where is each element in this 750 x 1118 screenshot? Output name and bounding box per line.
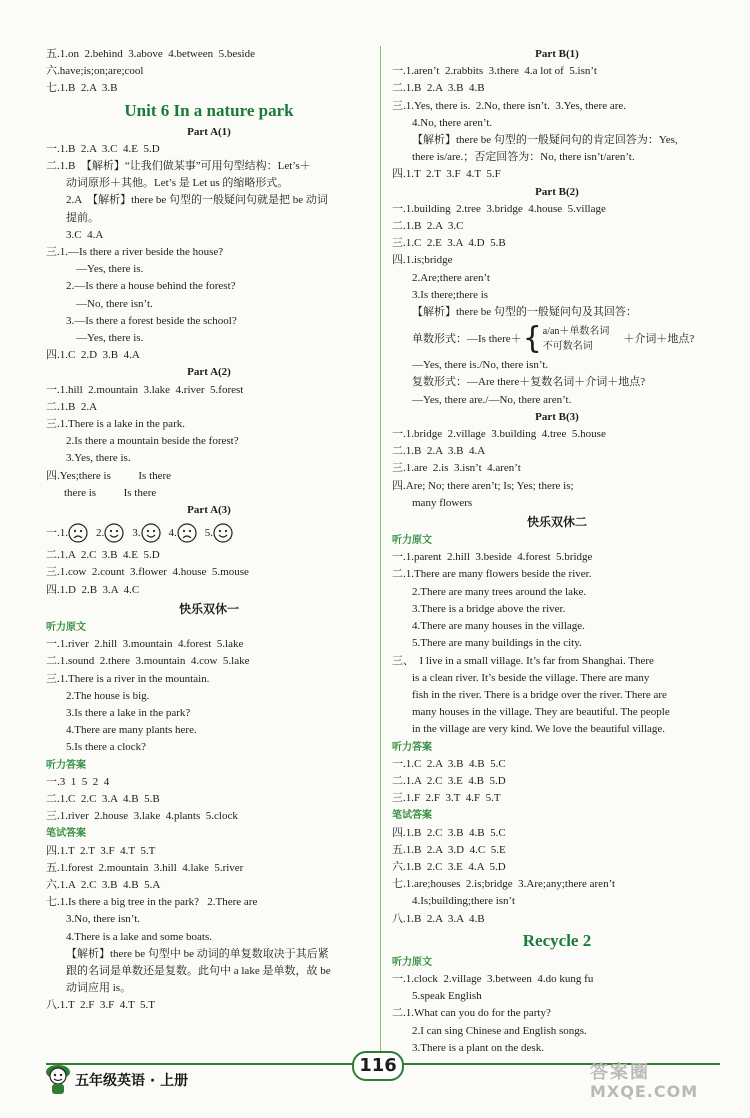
answer-line: there is/are.；否定回答为：No, there isn’t/aren’t. [412,151,635,164]
mascot-icon [44,1062,72,1096]
answer-line: 提前。 [66,211,99,224]
brace-options [543,324,610,354]
unit-title: Unit 6 In a nature park [124,100,294,120]
answer-line: —Yes, there are./—No, there aren’t. [412,393,572,406]
brace-formula [392,321,722,357]
answer-line: 三.1.—Is there a river beside the house? [46,246,224,259]
section-title: 快乐双休二 [526,515,587,530]
brace-option: 不可数名词 [542,341,593,353]
happy-face-icon [141,523,161,543]
answer-line: —Yes, there is. [76,332,144,345]
sad-face-icon [68,523,88,543]
answer-line: 一.1.clock 2.village 3.between 4.do kung fu [392,972,594,985]
faces-row [46,519,372,547]
answer-line: 七.1.Is there a big tree in the park? 2.There are [46,896,258,909]
answer-line: many flowers [412,496,473,509]
part-title: Part A(1) [187,125,231,138]
answer-line: 4.There is a lake and some boats. [66,930,213,943]
face-number: 1. [59,526,68,539]
answer-line: 3.Is there;there is [412,288,489,301]
watermark [590,1058,698,1101]
answer-line: 4.There are many plants here. [66,724,197,737]
formula-tail: ＋介词＋地点? [623,332,695,345]
answer-line: 二.1.sound 2.there 3.mountain 4.cow 5.lake [46,655,250,668]
left-column [46,46,372,1015]
answer-line: 5.There are many buildings in the city. [412,637,582,650]
answer-line: 四.1.is;bridge [392,254,453,267]
section-label: 听力答案 [392,741,432,753]
answer-line: 五.1.forest 2.mountain 3.hill 4.lake 5.river [46,861,244,874]
answer-line: —Yes, there is. [76,263,144,276]
face-number: 5. [204,526,213,539]
answer-line: —Yes, there is./No, there isn’t. [412,359,549,372]
answer-line: 【解析】there be 句型的一般疑问句及其回答： [412,306,637,319]
answer-line: 一.1.parent 2.hill 3.beside 4.forest 5.bridge [392,551,593,564]
answer-line: 二.1.B 2.A 3.B 4.A [392,445,486,458]
answer-line: 七.1.are;houses 2.is;bridge 3.Are;any;there aren’t [392,878,616,891]
answer-line: 【解析】there be 句型中 be 动词的单复数取决于其后紧 [66,947,329,960]
answer-line: 3.There is a plant on the desk. [412,1041,544,1054]
answer-line: 三.1.are 2.is 3.isn’t 4.aren’t [392,462,521,475]
part-title: Part A(2) [187,366,231,379]
answer-line: 六.1.A 2.C 3.B 4.B 5.A [46,878,161,891]
answer-line: 2.There are many trees around the lake. [412,585,587,598]
answer-line: 2.I can sing Chinese and English songs. [412,1024,587,1037]
answer-line: 四.Yes;there is Is there [46,469,172,482]
answer-line: 六.have;is;on;are;cool [46,65,144,78]
answer-line: 五.1.B 2.A 3.D 4.C 5.E [392,843,506,856]
answer-line: 一.1.river 2.hill 3.mountain 4.forest 5.lake [46,638,244,651]
happy-face-icon [213,523,233,543]
answer-line: 四.1.T 2.T 3.F 4.T 5.T [46,844,156,857]
answer-line: 3.No, there isn’t. [66,913,141,926]
part-title: Part A(3) [187,504,231,517]
answer-line: 七.1.B 2.A 3.B [46,82,118,95]
answer-line: 三.1.cow 2.count 3.flower 4.house 5.mouse [46,566,249,579]
answer-line: 一.1.C 2.A 3.B 4.B 5.C [392,757,506,770]
section-label: 笔试答案 [392,810,432,822]
section-label: 听力原文 [392,956,432,968]
passage-line: 三、 I live in a small village. It’s far from Shanghai. There [392,654,654,667]
faces-prefix: 一. [46,526,60,539]
answer-line: 4.Is;building;there isn’t [412,895,516,908]
face-number: 4. [168,526,177,539]
answer-line: 动词应用 is。 [66,982,132,995]
answer-line: 3.—Is there a forest beside the school? [66,314,237,327]
answer-line: 2.A 【解析】there be 句型的一般疑问句就是把 be 动词 [66,194,328,207]
answer-line: 三.1.C 2.E 3.A 4.D 5.B [392,237,506,250]
section-label: 笔试答案 [46,828,86,840]
answer-line: 四.Are; No; there aren’t; Is; Yes; there is; [392,479,574,492]
happy-face-icon [104,523,124,543]
answer-line: 2.The house is big. [66,689,150,702]
part-title: Part B(2) [535,185,579,198]
answer-line: 三.1.There is a lake in the park. [46,418,185,431]
right-column [392,46,722,1057]
answer-line: 三.1.river 2.house 3.lake 4.plants 5.clock [46,810,238,823]
answer-line: 三.1.There is a river in the mountain. [46,672,210,685]
answer-line: 【解析】there be 句型的一般疑问句的肯定回答为：Yes, [412,134,678,147]
answer-line: 五.1.on 2.behind 3.above 4.between 5.beside [46,48,255,60]
answer-line: 一.1.aren’t 2.rabbits 3.there 4.a lot of 5.isn’t [392,65,597,78]
answer-line: 六.1.B 2.C 3.E 4.A 5.D [392,860,506,873]
answer-line: 二.1.What can you do for the party? [392,1007,551,1020]
answer-line: 一.1.building 2.tree 3.bridge 4.house 5.village [392,202,606,215]
answer-line: 一.3 1 5 2 4 [46,775,110,788]
answer-line: 四.1.D 2.B 3.A 4.C [46,583,140,596]
answer-line: 一.1.bridge 2.village 3.building 4.tree 5.house [392,428,606,441]
answer-line: 3.There is a bridge above the river. [412,602,566,615]
page-number: 116 [352,1051,404,1081]
answer-line: 二.1.C 2.C 3.A 4.B 5.B [46,792,160,805]
answer-line: 3.Is there a lake in the park? [66,706,191,719]
answer-line: 二.1.A 2.C 3.B 4.E 5.D [46,549,160,562]
answer-line: 一.1.B 2.A 3.C 4.E 5.D [46,142,160,155]
section-label: 听力原文 [46,621,86,633]
answer-line: 二.1.There are many flowers beside the river. [392,568,592,581]
passage-line: many houses in the village. They are beautiful. The people [412,706,670,719]
section-label: 听力原文 [392,535,432,547]
recycle-title: Recycle 2 [522,930,592,950]
answer-line: 3.C 4.A [66,228,104,241]
answer-line: 二.1.A 2.C 3.E 4.B 5.D [392,774,506,787]
formula-label: 单数形式：—Is there＋ [412,332,522,345]
column-divider [380,46,381,1056]
brace-icon: { [522,321,542,357]
answer-line: 二.1.B 2.A 3.B 4.B [392,82,485,95]
answer-line: 4.No, there aren’t. [412,116,493,129]
answer-line: 2.Are;there aren’t [412,271,490,284]
answer-line: 2.—Is there a house behind the forest? [66,280,236,293]
face-number: 3. [132,526,141,539]
answer-line: 动词原形＋其他。Let’s 是 Let us 的缩略形式。 [66,177,289,190]
section-label: 听力答案 [46,759,86,771]
answer-line: 三.1.Yes, there is. 2.No, there isn’t. 3.Yes, there are. [392,99,627,112]
answer-line: 八.1.B 2.A 3.A 4.B [392,912,485,925]
passage-line: in the village are very kind. We love the beautiful village. [412,723,666,736]
answer-line: 四.1.B 2.C 3.B 4.B 5.C [392,826,506,839]
answer-line: 5.Is there a clock? [66,741,147,754]
answer-line: 一.1.hill 2.mountain 3.lake 4.river 5.forest [46,383,244,396]
answer-line: 3.Yes, there is. [66,452,131,465]
answer-line: 四.1.T 2.T 3.F 4.T 5.F [392,168,501,181]
answer-line: 二.1.B 2.A 3.C [392,220,464,233]
face-number: 2. [96,526,105,539]
answer-line: 2.Is there a mountain beside the forest? [66,435,239,448]
section-title: 快乐双休一 [178,601,239,616]
answer-line: 二.1.B 【解析】“让我们做某事”可用句型结构：Let’s＋ [46,160,311,173]
answer-line: —No, there isn’t. [76,297,153,310]
part-title: Part B(1) [535,48,579,60]
watermark-text: 答案圈 [590,1062,650,1083]
passage-line: fish in the river. There is a bridge over the river. There are [412,688,667,701]
answer-line: 4.There are many houses in the village. [412,620,585,633]
answer-line: 四.1.C 2.D 3.B 4.A [46,349,140,362]
answer-line: 复数形式：—Are there＋复数名词＋介词＋地点? [412,376,646,389]
answer-line: there is Is there [64,486,157,499]
watermark-url: MXQE.COM [590,1082,699,1101]
book-title: 五年级英语 · 上册 [75,1073,189,1089]
answer-line: 5.speak English [412,990,482,1003]
brace-option: a/an＋单数名词 [542,326,610,338]
answer-line: 二.1.B 2.A [46,400,98,413]
passage-line: is a clean river. It’s beside the village. There are many [412,671,650,684]
answer-line: 八.1.T 2.F 3.F 4.T 5.T [46,999,155,1012]
sad-face-icon [177,523,197,543]
answer-line: 跟的名词是单数还是复数。此句中 a lake 是单数，故 be [66,964,331,977]
answer-line: 三.1.F 2.F 3.T 4.F 5.T [392,792,501,805]
part-title: Part B(3) [535,410,579,423]
